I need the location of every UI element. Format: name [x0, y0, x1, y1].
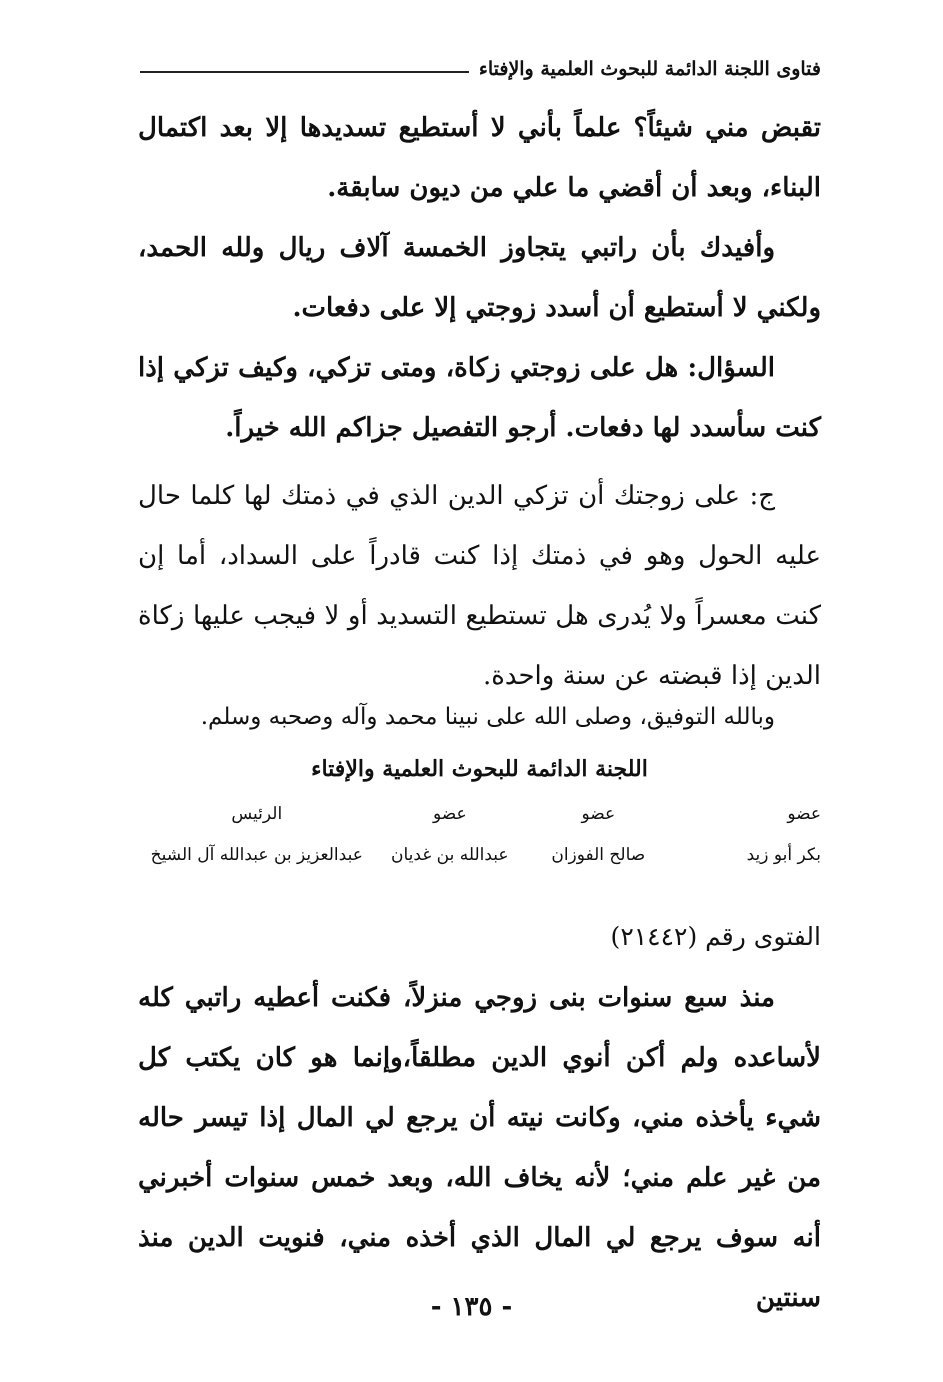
- running-header: [140, 58, 821, 80]
- page-number: - ١٣٥ -: [430, 1292, 513, 1322]
- signatory-name: عبدالله بن غديان: [391, 845, 509, 865]
- next-question-paragraph: منذ سبع سنوات بنى زوجي منزلاً، فكنت أعطيه راتبي كله لأساعده ولم أكن أنوي الدين مطلقاً،وإنما هو كان يكتب كل شيء يأخذه مني، وكانت نيته أن يرجع لي المال إذا تيسر حاله من غير علم مني؛ لأنه يخاف الله، وبعد خمس سنوات أخبرني أنه سوف يرجع لي المال الذي أخذه مني، فنويت الدين منذ سنتين: [138, 983, 821, 1313]
- signatory-role: الرئيس: [231, 804, 283, 824]
- signatory-name: عبدالعزيز بن عبدالله آل الشيخ: [150, 845, 363, 865]
- answer-block: [138, 466, 821, 706]
- signatory-role: عضو: [787, 804, 821, 824]
- next-question-block: [138, 968, 821, 1328]
- signatory-name: بكر أبو زيد: [746, 845, 821, 865]
- paragraph-1: تقبض مني شيئاً؟ علماً بأني لا أستطيع تسديدها إلا بعد اكتمال البناء، وبعد أن أقضي ما علي من ديون سابقة.: [138, 113, 821, 203]
- closing-line: وبالله التوفيق، وصلى الله على نبينا محمد وآله وصحبه وسلم.: [200, 704, 775, 730]
- header-rule: [140, 71, 469, 73]
- answer-paragraph: ج: على زوجتك أن تزكي الدين الذي في ذمتك لها كلما حال عليه الحول وهو في ذمتك إذا كنت قادراً على السداد، أما إن كنت معسراً ولا يُدرى هل تستطيع التسديد أو لا فيجب عليها زكاة الدين إذا قبضته عن سنة واحدة.: [138, 481, 821, 691]
- signatory-names: [138, 845, 821, 865]
- signatory-roles: [138, 804, 821, 824]
- signatory-name: صالح الفوزان: [551, 845, 646, 865]
- fatwa-number: الفتوى رقم (٢١٤٤٢): [610, 922, 821, 951]
- committee-name: اللجنة الدائمة للبحوث العلمية والإفتاء: [311, 756, 648, 782]
- question-continuation: [138, 98, 821, 458]
- signatory-role: عضو: [581, 804, 616, 824]
- signatory-role: عضو: [432, 804, 467, 824]
- header-title: فتاوى اللجنة الدائمة للبحوث العلمية والإفتاء: [478, 58, 821, 80]
- paragraph-2: وأفيدك بأن راتبي يتجاوز الخمسة آلاف ريال ولله الحمد، ولكني لا أستطيع أن أسدد زوجتي إلا على دفعات.: [138, 233, 821, 323]
- question-paragraph: السؤال: هل على زوجتي زكاة، ومتى تزكي، وكيف تزكي إذا كنت سأسدد لها دفعات. أرجو التفصيل جزاكم الله خيراً.: [138, 353, 821, 443]
